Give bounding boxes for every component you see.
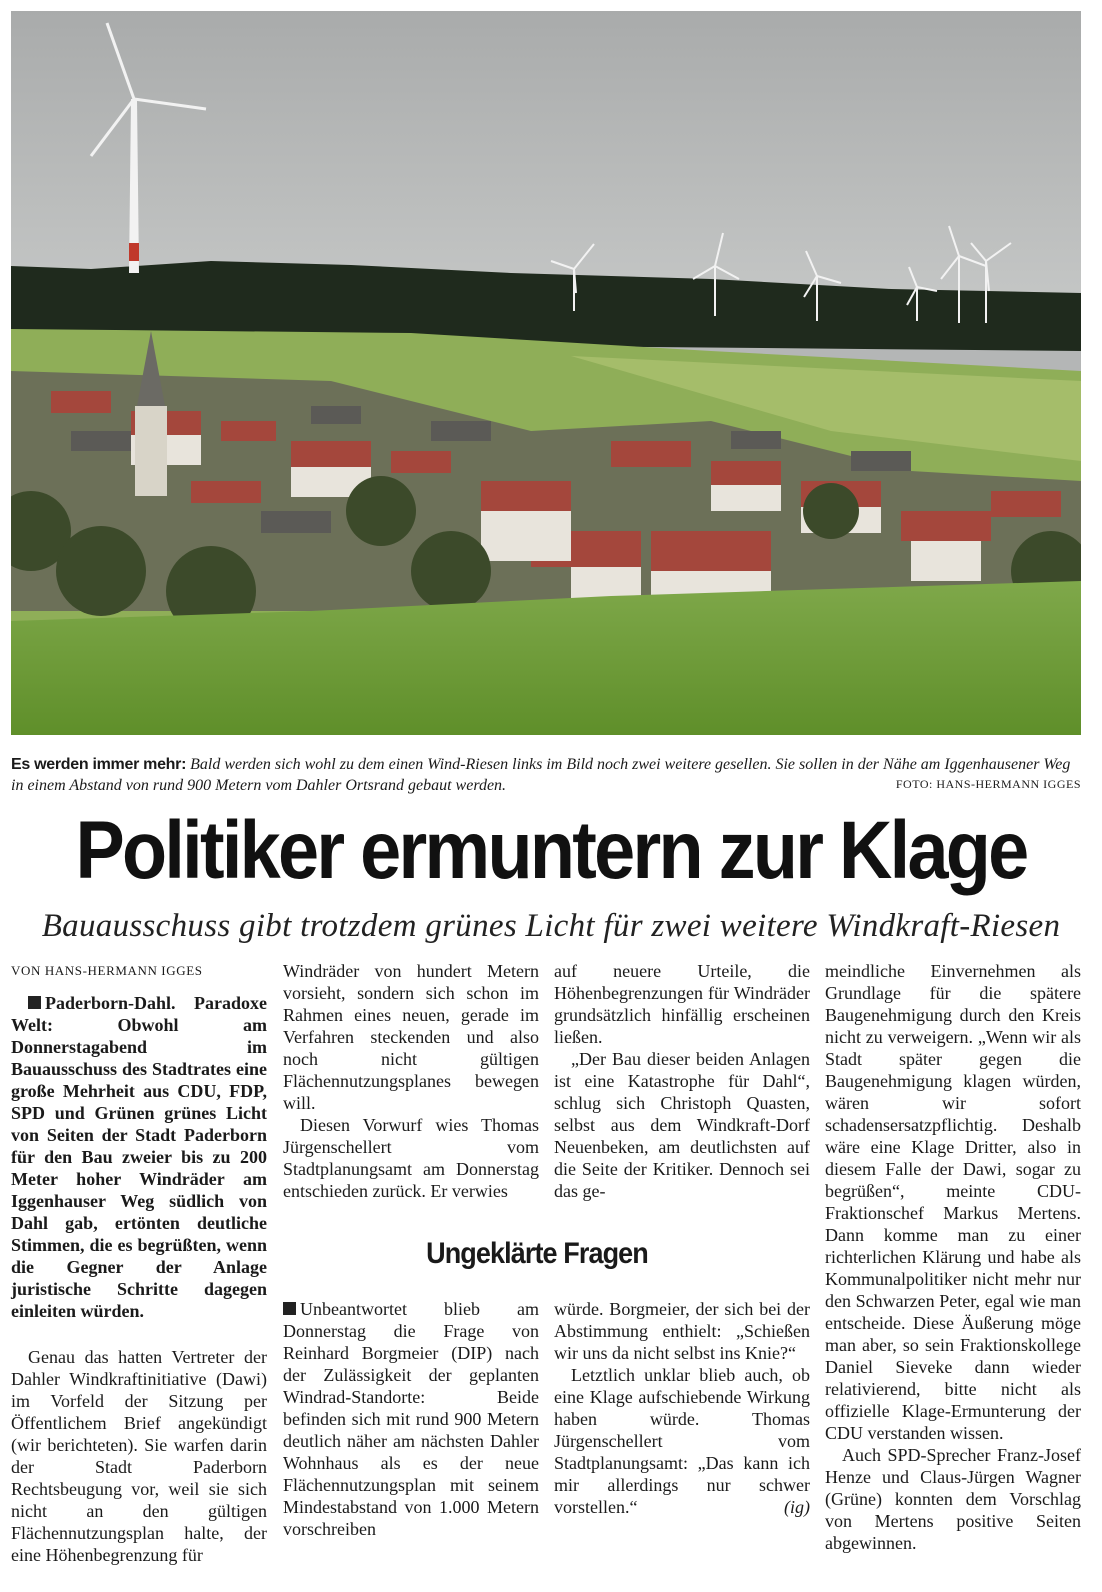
body-paragraph xyxy=(283,1298,539,1540)
byline: VON HANS-HERMANN IGGES xyxy=(11,963,203,978)
column-2-lower xyxy=(283,1298,539,1540)
body-paragraph: „Der Bau dieser beiden Anlagen ist eine Katastrophe für Dahl“, schlug sich Christoph Quasten, selbst aus dem Windkraft-Dorf Neuenbeken, am deutlichsten auf die Seite der Kritiker. Dennoch sei das ge- xyxy=(554,1049,810,1201)
intro-paragraph xyxy=(11,992,267,1322)
caption-text: Bald werden sich wohl zu dem einen Wind-Riesen links im Bild noch zwei weitere gesellen. Sie sollen in der Nähe am Iggenhausener Weg in einem Abstand von rund 900 Metern vom Dahler Ortsrand gebaut werden. xyxy=(11,756,1071,794)
article-photo xyxy=(11,11,1081,735)
column-3-lower xyxy=(554,1298,810,1518)
body-paragraph: auf neuere Urteile, die Höhenbegrenzungen für Windräder grundsätzlich hinfällig erscheinen ließen. xyxy=(554,961,810,1047)
column-4 xyxy=(825,960,1081,1554)
square-bullet-icon xyxy=(28,996,41,1009)
intro-text: Paderborn-Dahl. Paradoxe Welt: Obwohl am Donnerstagabend im Bauausschuss des Stadtrates eine große Mehrheit aus CDU, FDP, SPD und Grünen grünes Licht von Seiten der Stadt Paderborn für den Bau zweier bis zu 200 Meter hoher Windräder am Iggenhauser Weg südlich von Dahl gab, ertönten deutliche Stimmen, die es begrüßten, wenn die Gegner der Anlage juristische Schritte dagegen einleiten würden. xyxy=(11,993,267,1321)
column-3 xyxy=(554,960,810,1202)
caption-lead: Es werden immer mehr: xyxy=(11,756,187,773)
square-bullet-icon xyxy=(283,1302,296,1315)
body-paragraph: Diesen Vorwurf wies Thomas Jürgenschellert vom Stadtplanungsamt am Donnerstag entschieden zurück. Er verwies xyxy=(283,1115,539,1201)
photo-credit: FOTO: HANS-HERMANN IGGES xyxy=(895,777,1081,791)
headline: Politiker ermuntern zur Klage xyxy=(75,805,1027,896)
body-paragraph: Windräder von hundert Metern vorsieht, sondern sich schon im Rahmen eines neuen, gerade im Verfahren steckenden und also noch nicht gültigen Flächennutzungsplanes bewegen will. xyxy=(283,961,539,1113)
author-signature: (ig) xyxy=(784,1497,810,1517)
body-paragraph: Genau das hatten Vertreter der Dahler Windkraftinitiative (Dawi) im Vorfeld der Sitzung per Öffentlichem Brief angekündigt (wir berichteten). Sie warfen darin der Stadt Paderborn Rechtsbeugung vor, weil sie sich nicht an den gültigen Flächennutzungsplan halte, der eine Höhenbegrenzung für xyxy=(11,1347,267,1565)
body-text: Unbeantwortet blieb am Donnerstag die Frage von Reinhard Borgmeier (DIP) nach der Zulässigkeit der geplanten Windrad-Standorte: Beide befinden sich mit rund 900 Metern deutlich näher am nächsten Dahler Wohnhaus als es der neue Flächennutzungsplan mit seinem Mindestabstand von 1.000 Metern vorschreiben xyxy=(283,1299,539,1539)
section-heading: Ungeklärte Fragen xyxy=(426,1237,648,1270)
subheadline: Bauausschuss gibt trotzdem grünes Licht für zwei weitere Windkraft-Riesen xyxy=(41,908,1061,944)
body-paragraph: Auch SPD-Sprecher Franz-Josef Henze und Claus-Jürgen Wagner (Grüne) konnten dem Vorschlag von Mertens positive Seiten abgewinnen. xyxy=(825,1445,1081,1553)
body-paragraph xyxy=(554,1364,810,1518)
body-paragraph: meindliche Einvernehmen als Grundlage für die spätere Baugenehmigung durch den Kreis nicht zu verweigern. „Wenn wir als Stadt später gegen die Baugenehmigung klagen würden, wären wir sofort schadensersatzpflichtig. Deshalb wäre eine Klage Dritter, also in diesem Falle der Dawi, sogar zu begrüßen“, meinte CDU-Fraktionschef Markus Mertens. Dann komme man zu einer richterlichen Klärung und habe als Kommunalpolitiker nicht mehr nur den Schwarzen Peter, egal wie man entscheide. Diese Äußerung möge man aber, so sein Fraktionskollege Daniel Sieveke dann wieder relativierend, bitte nicht als offizielle Klage-Ermunterung der CDU verstanden wissen. xyxy=(825,961,1081,1443)
column-2 xyxy=(283,960,539,1202)
column-1 xyxy=(11,960,267,1566)
body-paragraph: würde. Borgmeier, der sich bei der Abstimmung enthielt: „Schießen wir uns da nicht selbst ins Knie?“ xyxy=(554,1299,810,1363)
body-text: Letztlich unklar blieb auch, ob eine Klage aufschiebende Wirkung haben würde. Thomas Jürgenschellert vom Stadtplanungsamt: „Das kann ich mir allerdings nur schwer vorstellen.“ xyxy=(554,1365,810,1517)
